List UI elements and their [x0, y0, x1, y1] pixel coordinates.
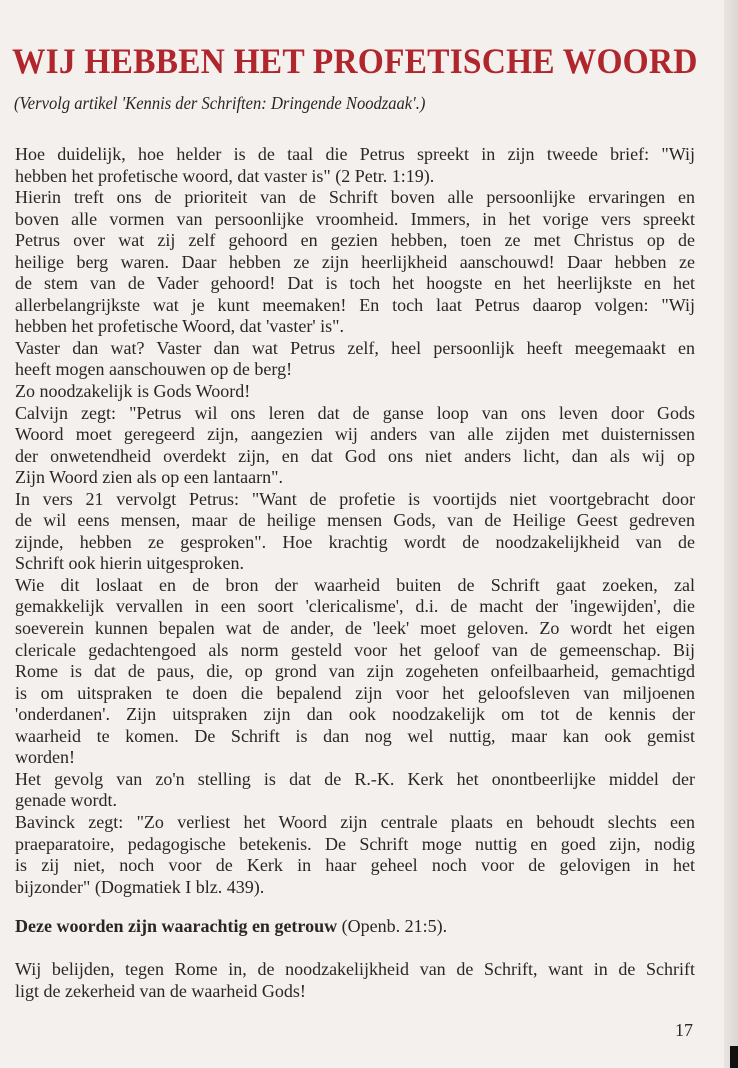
scan-edge-mark — [730, 1046, 738, 1068]
text-line: In vers 21 vervolgt Petrus: "Want de profetie is voortijds niet voortgebracht door — [15, 488, 695, 509]
text-line: Bavinck zegt: "Zo verliest het Woord zijn centrale plaats en behoudt slechts een — [15, 811, 695, 832]
text-line: Zijn Woord zien als op een lantaarn". — [15, 467, 283, 488]
text-line: is zij niet, noch voor de Kerk in haar geheel noch voor de gelovigen in het — [15, 855, 695, 876]
paragraph — [15, 187, 695, 338]
text-line: Schrift ook hierin uitgesproken. — [15, 553, 244, 574]
text-line: de stem van de Vader gehoord! Dat is toch het hoogste en het heerlijkste en het — [15, 273, 695, 294]
closing-line: ligt de zekerheid van de waarheid Gods! — [15, 980, 306, 1001]
emphasis-reference: (Openb. 21:5). — [337, 916, 448, 936]
paragraph — [15, 381, 695, 403]
text-line: Vaster dan wat? Vaster dan wat Petrus zelf, heel persoonlijk heeft meegemaakt en — [15, 337, 695, 358]
text-line: is om uitspraken te doen die bepalend zijn voor het geloofsleven van miljoenen — [15, 682, 695, 703]
text-line: waarheid te komen. De Schrift is dan nog wel nuttig, maar kan ook gemist — [15, 725, 695, 746]
text-line: heilige berg waren. Daar hebben ze zijn heerlijkheid aanschouwd! Daar hebben ze — [15, 251, 695, 272]
closing-line: Wij belijden, tegen Rome in, de noodzakelijkheid van de Schrift, want in de Schrift — [15, 959, 695, 979]
page-edge — [724, 0, 738, 1068]
text-line: Het gevolg van zo'n stelling is dat de R.-K. Kerk het onontbeerlijke middel der — [15, 768, 695, 789]
text-line: Rome is dat de paus, die, op grond van zijn zogeheten onfeilbaarheid, gemachtigd — [15, 661, 695, 682]
text-line: Wie dit loslaat en de bron der waarheid buiten de Schrift gaat zoeken, zal — [15, 574, 695, 595]
paragraph — [15, 144, 695, 187]
text-line: Calvijn zegt: "Petrus wil ons leren dat de ganse loop van ons leven door Gods — [15, 402, 695, 423]
text-line: soeverein kunnen bepalen wat de ander, de 'leek' moet geloven. Zo wordt het eigen — [15, 618, 695, 639]
text-line: de wil eens mensen, maar de heilige mensen Gods, van de Heilige Geest gedreven — [15, 510, 695, 531]
article-title: WIJ HEBBEN HET PROFETISCHE WOORD — [12, 41, 698, 81]
text-line: hebben het profetische Woord, dat 'vaster' is". — [15, 316, 344, 337]
text-line: praeparatoire, pedagogische betekenis. De Schrift moge nuttig en goed zijn, nodig — [15, 833, 695, 854]
paragraph — [15, 489, 695, 575]
text-line: 'onderdanen'. Zijn uitspraken zijn dan ook noodzakelijk om tot de kennis der — [15, 704, 695, 725]
paragraph — [15, 338, 695, 381]
emphasis-bold-text: Deze woorden zijn waarachtig en getrouw — [15, 916, 338, 936]
text-line: boven alle vormen van persoonlijke vroomheid. Immers, in het vorige vers spreekt — [15, 208, 695, 229]
paragraph — [15, 403, 695, 489]
text-line: allerbelangrijkste wat je kunt meemaken! En toch laat Petrus daarop volgen: "Wij — [15, 294, 695, 315]
text-line: Woord moet geregeerd zijn, aangezien wij anders van alle zijden met duisternissen — [15, 424, 695, 445]
text-line: heeft mogen aanschouwen op de berg! — [15, 359, 293, 380]
text-line: genade wordt. — [15, 790, 117, 811]
article-body — [15, 144, 695, 898]
paragraph — [15, 769, 695, 812]
text-line: Hoe duidelijk, hoe helder is de taal die Petrus spreekt in zijn tweede brief: "Wij — [15, 144, 695, 164]
text-line: gemakkelijk vervallen in een soort 'clericalisme', d.i. de macht der 'ingewijden', die — [15, 596, 695, 617]
text-line: zijnde, hebben ze gesproken". Hoe krachtig wordt de noodzakelijkheid van de — [15, 531, 695, 552]
text-line: Hierin treft ons de prioriteit van de Schrift boven alle persoonlijke ervaringen en — [15, 187, 695, 208]
text-line: der onwetendheid overdekt zijn, en dat God ons niet anders licht, dan als wij op — [15, 445, 695, 466]
emphasis-paragraph — [15, 916, 695, 938]
text-line: Zo noodzakelijk is Gods Woord! — [15, 381, 251, 402]
text-line: Petrus over wat zij zelf gehoord en gezien hebben, toen ze met Christus op de — [15, 230, 695, 251]
paragraph — [15, 812, 695, 898]
text-line: hebben het profetische woord, dat vaster is" (2 Petr. 1:19). — [15, 165, 435, 186]
closing-paragraph — [15, 959, 695, 1002]
text-line: worden! — [15, 747, 75, 768]
text-line: clericale gedachtengoed als norm gesteld voor het geloof van de gemeenschap. Bij — [15, 639, 695, 660]
page-number: 17 — [675, 1020, 693, 1040]
article-subtitle: (Vervolg artikel 'Kennis der Schriften: Dringende Noodzaak'.) — [14, 93, 426, 113]
text-line: bijzonder" (Dogmatiek I blz. 439). — [15, 876, 265, 897]
paragraph — [15, 575, 695, 769]
